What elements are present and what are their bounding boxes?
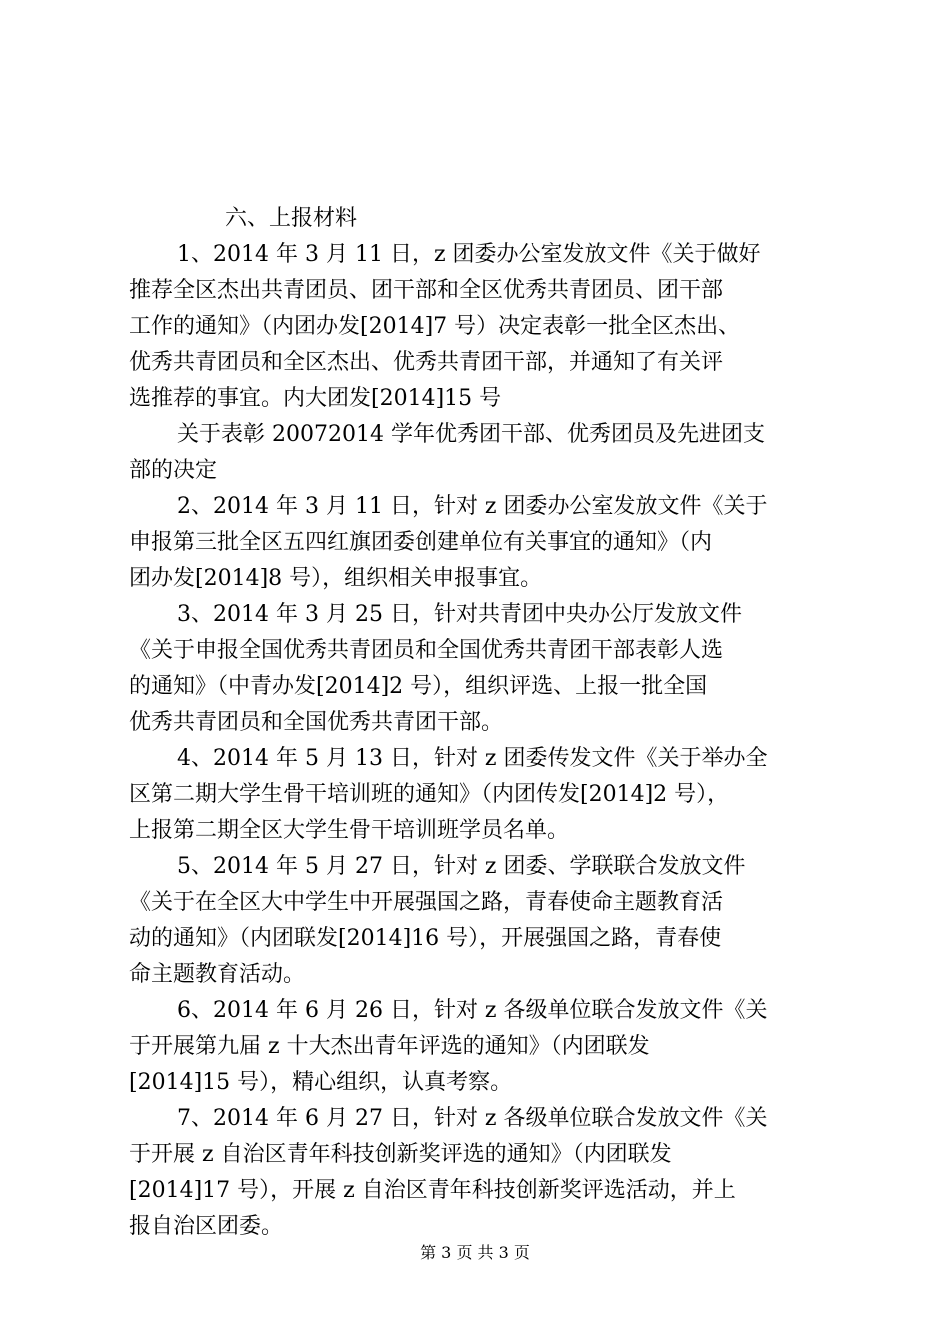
paragraph-line: 关于表彰 20072014 学年优秀团干部、优秀团员及先进团支	[177, 422, 765, 447]
paragraph-line: 《关于申报全国优秀共青团员和全国优秀共青团干部表彰人选	[129, 638, 724, 663]
paragraph-line: 报自治区团委。	[129, 1214, 284, 1239]
paragraph-line: 优秀共青团员和全国优秀共青团干部。	[129, 710, 504, 735]
paragraph-line: 3、2014 年 3 月 25 日，针对共青团中央办公厅发放文件	[177, 602, 742, 627]
paragraph-line: 优秀共青团员和全区杰出、优秀共青团干部，并通知了有关评	[129, 350, 724, 375]
paragraph-line: 团办发[2014]8 号），组织相关申报事宜。	[129, 566, 543, 591]
paragraph-line: [2014]15 号），精心组织，认真考察。	[129, 1070, 513, 1095]
paragraph	[129, 741, 829, 849]
paragraph-line: 的通知》（中青办发[2014]2 号），组织评选、上报一批全国	[129, 674, 708, 699]
paragraph-line: 部的决定	[129, 458, 218, 483]
paragraph-line: 2、2014 年 3 月 11 日，针对 z 团委办公室发放文件《关于	[177, 494, 768, 519]
paragraph	[129, 597, 829, 741]
paragraph-line: [2014]17 号），开展 z 自治区青年科技创新奖评选活动，并上	[129, 1178, 736, 1203]
paragraph	[129, 237, 829, 417]
page-number-label: 第 3 页 共 3 页	[420, 1243, 530, 1262]
paragraph	[129, 993, 829, 1101]
paragraph	[129, 849, 829, 993]
paragraph	[129, 417, 829, 489]
paragraph-line: 申报第三批全区五四红旗团委创建单位有关事宜的通知》（内	[129, 530, 713, 555]
paragraph-line: 4、2014 年 5 月 13 日，针对 z 团委传发文件《关于举办全	[177, 746, 768, 771]
paragraph-line: 于开展第九届 z 十大杰出青年评选的通知》（内团联发	[129, 1034, 650, 1059]
paragraph-line: 上报第二期全区大学生骨干培训班学员名单。	[129, 818, 570, 843]
paragraph-line: 工作的通知》（内团办发[2014]7 号）决定表彰一批全区杰出、	[129, 314, 741, 339]
paragraph	[129, 489, 829, 597]
paragraph-line: 1、2014 年 3 月 11 日，z 团委办公室发放文件《关于做好	[177, 242, 761, 267]
paragraph-line: 《关于在全区大中学生中开展强国之路，青春使命主题教育活	[129, 890, 724, 915]
paragraph-line: 动的通知》（内团联发[2014]16 号），开展强国之路，青春使	[129, 926, 722, 951]
paragraph-line: 命主题教育活动。	[129, 962, 306, 987]
section-heading	[129, 201, 829, 237]
paragraph	[129, 1101, 829, 1245]
paragraph-line: 推荐全区杰出共青团员、团干部和全区优秀共青团员、团干部	[129, 278, 724, 303]
paragraph-line: 6、2014 年 6 月 26 日，针对 z 各级单位联合发放文件《关	[177, 998, 768, 1023]
paragraph-line: 5、2014 年 5 月 27 日，针对 z 团委、学联联合发放文件	[177, 854, 746, 879]
paragraph-line: 选推荐的事宜。内大团发[2014]15 号	[129, 386, 502, 411]
document-body	[129, 201, 829, 1245]
paragraph-list	[129, 237, 829, 1245]
paragraph-line: 于开展 z 自治区青年科技创新奖评选的通知》（内团联发	[129, 1142, 672, 1167]
paragraph-line: 区第二期大学生骨干培训班的通知》（内团传发[2014]2 号），	[129, 782, 730, 807]
paragraph-line: 7、2014 年 6 月 27 日，针对 z 各级单位联合发放文件《关	[177, 1106, 768, 1131]
section-heading-text: 六、上报材料	[225, 206, 358, 231]
page-footer	[0, 1243, 950, 1263]
